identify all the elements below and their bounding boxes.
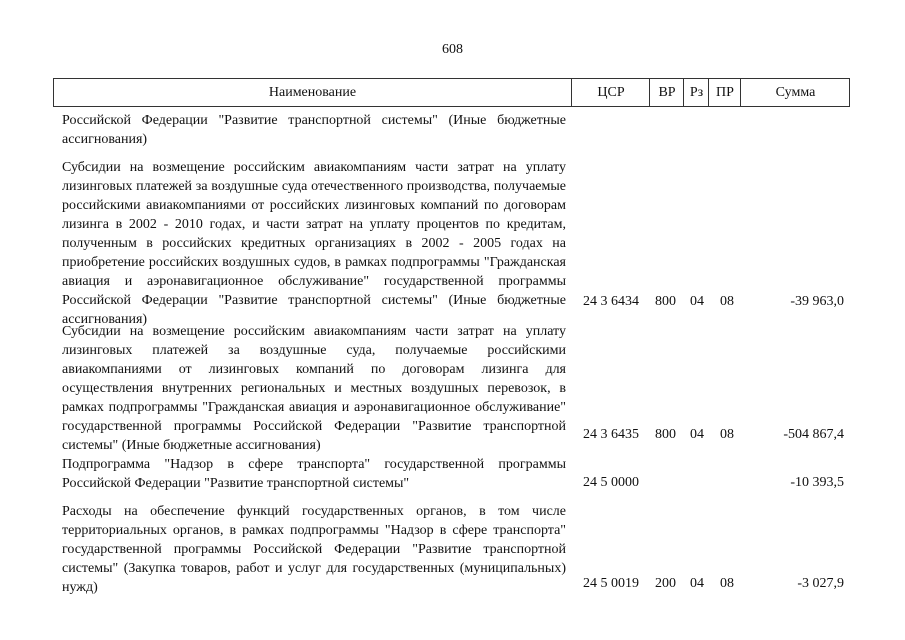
table-row bbox=[0, 455, 905, 495]
row-rz: 04 bbox=[690, 576, 704, 591]
row-text: Субсидии на возмещение российским авиакомпаниям части затрат на уплату лизинговых платежей за воздушные суда отечественного производства, получаемые российскими авиакомпаниями от российских лизинговых компаний по договорам лизинга в 2002 - 2010 годах, и части затрат на уплату процентов по кредитам, полученным в российских кредитных организациях в 2002 - 2005 годах на приобретение российских воздушных судов, в рамках подпрограммы "Гражданская авиация и аэронавигационное обслуживание" государственной программы Российской Федерации "Развитие транспортной системы" (Иные бюджетные ассигнования) bbox=[62, 160, 566, 327]
row-sum: -504 867,4 bbox=[783, 427, 844, 442]
header-vr: ВР bbox=[649, 79, 684, 106]
row-text: Российской Федерации "Развитие транспортной системы" (Иные бюджетные ассигнования) bbox=[62, 113, 566, 147]
row-csr: 24 5 0019 bbox=[583, 576, 639, 591]
row-text: Субсидии на возмещение российским авиакомпаниям части затрат на уплату лизинговых платежей за воздушные суда, получаемые российскими авиакомпаниями от лизинговых компаний по договорам лизинга для осуществления внутренних региональных и местных воздушных перевозок, в рамках подпрограммы "Гражданская авиация и аэронавигационное обслуживание" государственной программы Российской Федерации "Развитие транспортной системы" (Иные бюджетные ассигнования) bbox=[62, 324, 566, 453]
table-row bbox=[0, 158, 905, 327]
row-csr: 24 3 6434 bbox=[583, 294, 639, 309]
header-name: Наименование bbox=[268, 85, 357, 100]
row-csr: 24 5 0000 bbox=[583, 475, 639, 490]
row-vr: 200 bbox=[655, 576, 676, 591]
row-csr: 24 3 6435 bbox=[583, 427, 639, 442]
page-number: 608 bbox=[442, 42, 463, 57]
row-pr: 08 bbox=[720, 294, 734, 309]
header-pr: ПР bbox=[708, 79, 741, 106]
row-sum: -39 963,0 bbox=[790, 294, 844, 309]
row-rz: 04 bbox=[690, 427, 704, 442]
row-pr: 08 bbox=[720, 427, 734, 442]
table-row bbox=[0, 502, 905, 602]
header-sum: Сумма bbox=[740, 79, 850, 106]
table-header bbox=[53, 78, 850, 107]
header-csr: ЦСР bbox=[571, 79, 650, 106]
row-rz: 04 bbox=[690, 294, 704, 309]
table-row bbox=[0, 111, 905, 151]
row-text: Подпрограмма "Надзор в сфере транспорта" государственной программы Российской Федерации "Развитие транспортной системы" bbox=[62, 457, 566, 491]
row-vr: 800 bbox=[655, 427, 676, 442]
row-sum: -10 393,5 bbox=[790, 475, 844, 490]
row-pr: 08 bbox=[720, 576, 734, 591]
header-rz: Рз bbox=[683, 79, 709, 106]
row-vr: 800 bbox=[655, 294, 676, 309]
row-text: Расходы на обеспечение функций государственных органов, в том числе территориальных органов, в рамках подпрограммы "Надзор в сфере транспорта" государственной программы Российской Федерации "Развитие транспортной системы" (Закупка товаров, работ и услуг для государственных (муниципальных) нужд) bbox=[62, 504, 566, 595]
row-sum: -3 027,9 bbox=[797, 576, 844, 591]
table-row bbox=[0, 322, 905, 453]
